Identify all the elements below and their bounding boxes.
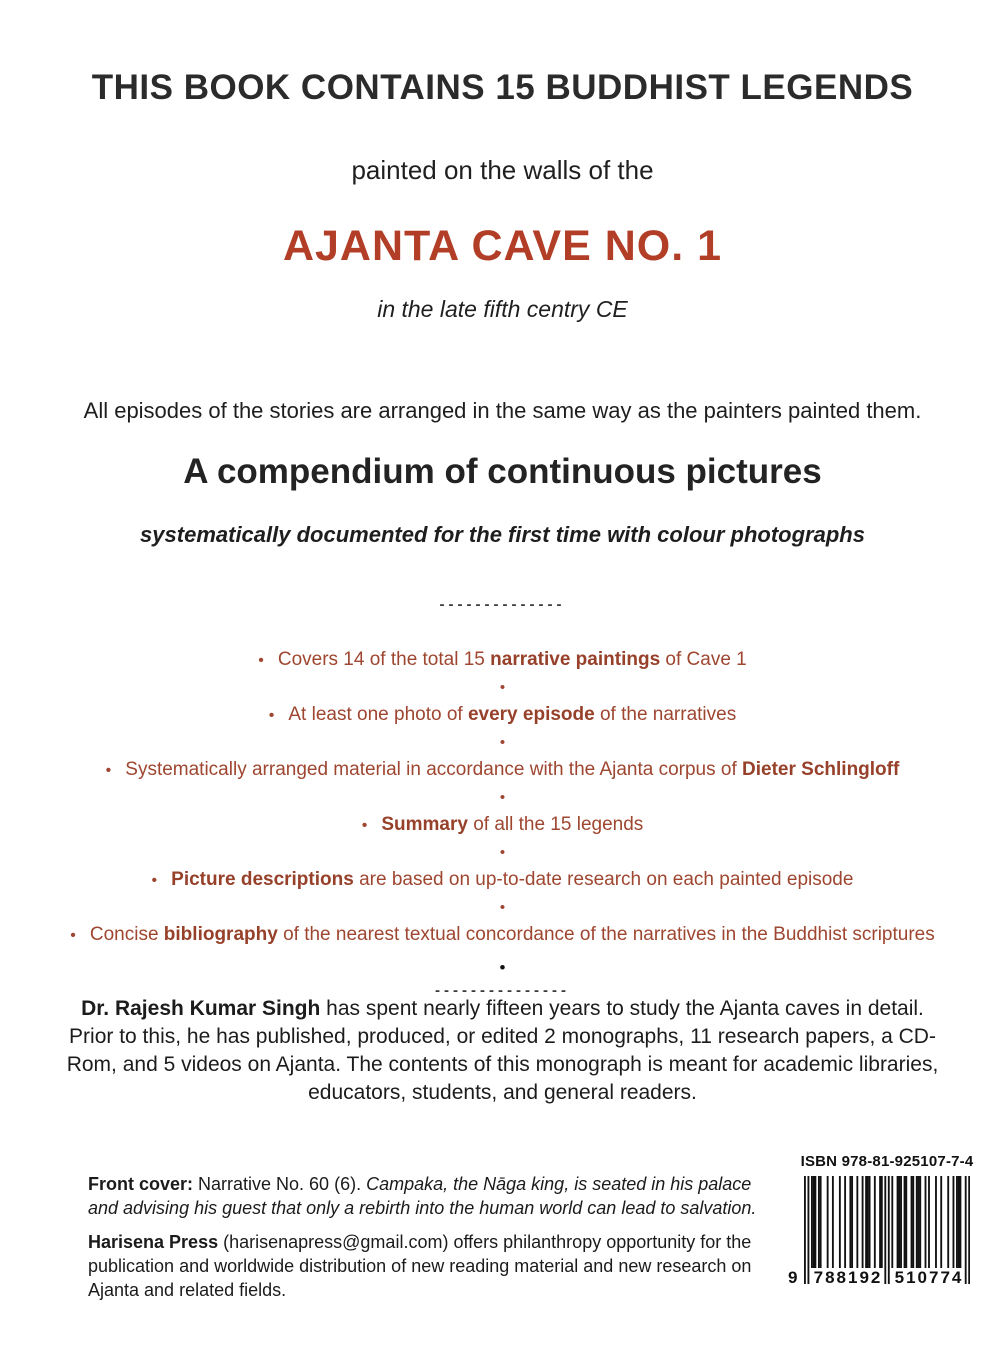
subtitle: painted on the walls of the bbox=[351, 155, 654, 185]
feature-item bbox=[0, 868, 1005, 893]
barcode-digit-left: 9 bbox=[788, 1268, 800, 1287]
cave-title: AJANTA CAVE NO. 1 bbox=[282, 222, 723, 270]
feature-text: Picture descriptions are based on up-to-date research on each painted episode bbox=[171, 869, 854, 890]
bullet-icon: • bbox=[151, 872, 158, 889]
feature-text: Systematically arranged material in accordance with the Ajanta corpus of Dieter Schlingloff bbox=[125, 759, 900, 780]
feature-text: Covers 14 of the total 15 narrative paintings of Cave 1 bbox=[277, 649, 747, 670]
isbn-label: ISBN 978-81-925107-7-4 bbox=[800, 1153, 974, 1170]
feature-text: At least one photo of every episode of the narratives bbox=[288, 704, 737, 725]
front-cover-note: Front cover: Narrative No. 60 (6). Campaka, the Nāga king, is seated in his palace and advising his guest that only a rebirth into the human world can lead to salvation. bbox=[88, 1174, 757, 1218]
feature-text: Concise bibliography of the nearest textual concordance of the narratives in the Buddhist scriptures bbox=[89, 924, 935, 945]
publisher-label: Harisena Press bbox=[88, 1232, 219, 1252]
front-cover-caption: Campaka, the Nāga king, is seated in his palace and advising his guest that only a rebirth into the human world can lead to salvation. bbox=[88, 1174, 757, 1218]
separator-bullet: • bbox=[499, 789, 506, 806]
separator-bullet: • bbox=[499, 679, 506, 696]
separator-bullet: • bbox=[499, 734, 506, 751]
feature-item bbox=[0, 923, 1005, 948]
bullet-icon: • bbox=[70, 927, 76, 944]
final-bullet-icon: • bbox=[499, 958, 506, 977]
publisher-note bbox=[88, 1230, 764, 1302]
author-bio: has spent nearly fifteen years to study the Ajanta caves in detail. Prior to this, he has published, produced, or edited 2 monographs, 11 research papers, a CD-Rom, and 5 videos on Ajanta. The contents of this monograph is meant for academic libraries, educators, students, and general readers. bbox=[66, 997, 939, 1104]
feature-item bbox=[0, 813, 1005, 838]
barcode bbox=[788, 1176, 970, 1288]
separator-bullet: • bbox=[499, 899, 506, 916]
front-cover-label: Front cover: bbox=[88, 1174, 194, 1194]
compendium-title: A compendium of continuous pictures bbox=[183, 452, 822, 491]
author-name: Dr. Rajesh Kumar Singh bbox=[81, 997, 321, 1020]
isbn-barcode-block bbox=[778, 1153, 996, 1288]
publisher-text: (harisenapress@gmail.com) offers philanthropy opportunity for the publication and worldwide distribution of new reading material and new research on Ajanta and related fields. bbox=[88, 1232, 752, 1300]
bullet-icon: • bbox=[268, 707, 275, 724]
divider-bottom: --------------- bbox=[435, 982, 570, 999]
date-line: in the late fifth centry CE bbox=[377, 296, 628, 322]
divider-top: -------------- bbox=[439, 596, 566, 613]
barcode-digit-mid: 788192 bbox=[813, 1268, 883, 1287]
compendium-subtitle: systematically documented for the first time with colour photographs bbox=[140, 522, 865, 547]
author-paragraph bbox=[63, 995, 943, 1107]
bullet-icon: • bbox=[258, 652, 264, 669]
intro-line: All episodes of the stories are arranged in the same way as the painters painted them. bbox=[83, 398, 922, 423]
feature-list bbox=[0, 642, 1005, 999]
main-heading: THIS BOOK CONTAINS 15 BUDDHIST LEGENDS bbox=[91, 68, 914, 107]
separator-bullet: • bbox=[499, 844, 506, 861]
footer-notes bbox=[88, 1172, 764, 1302]
feature-item bbox=[0, 758, 1005, 783]
feature-item bbox=[0, 648, 1005, 673]
barcode-digit-right: 510774 bbox=[894, 1268, 964, 1287]
feature-item bbox=[0, 703, 1005, 728]
feature-text: Summary of all the 15 legends bbox=[381, 814, 644, 835]
bullet-icon: • bbox=[105, 762, 112, 779]
bullet-icon: • bbox=[361, 817, 368, 834]
